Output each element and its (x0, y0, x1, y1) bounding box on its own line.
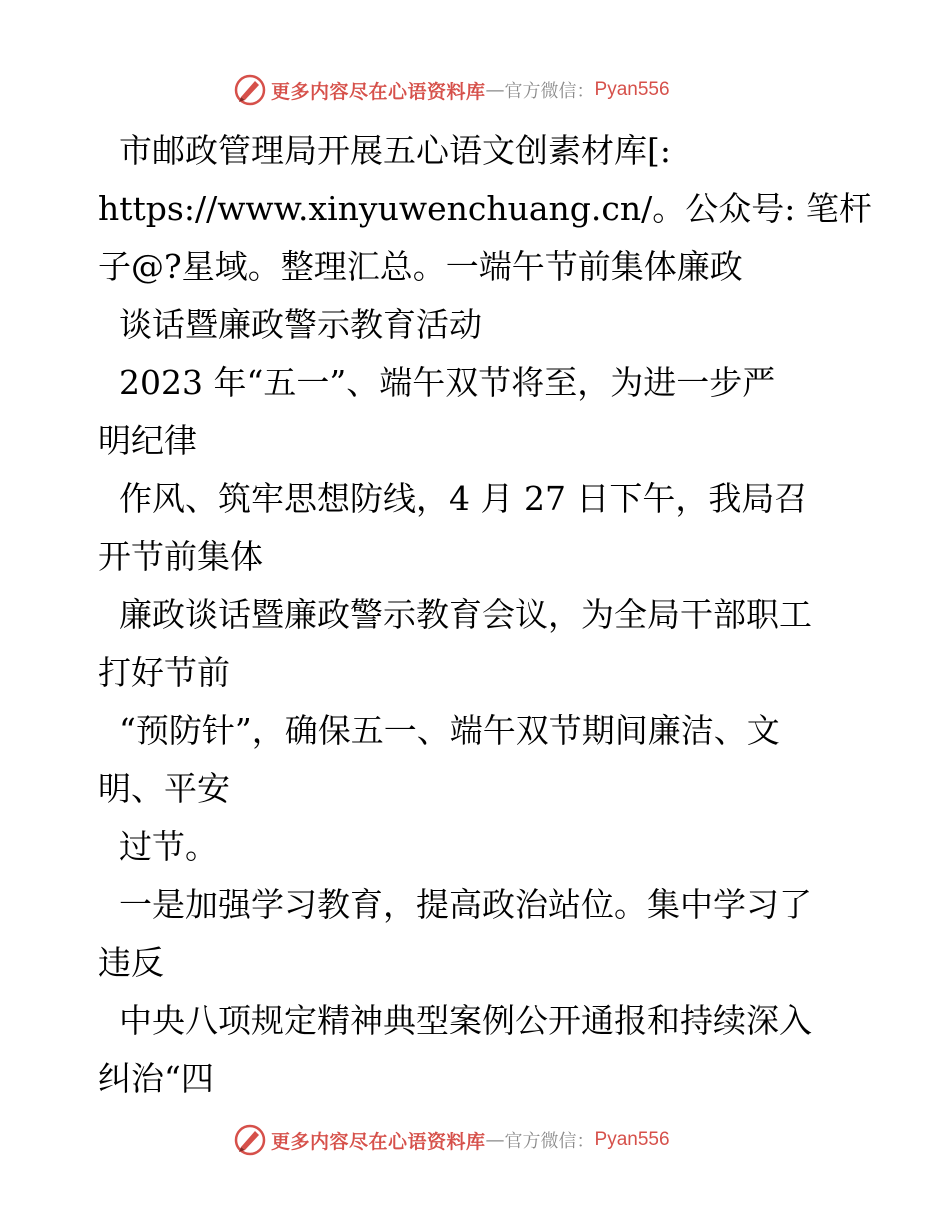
pen-nib-logo-icon (233, 73, 267, 107)
body-line: 明、平安 (98, 769, 230, 808)
body-line: 过节。 (98, 827, 218, 866)
body-line: 谈话暨廉政警示教育活动 (98, 305, 482, 344)
body-line: 开节前集体 (98, 537, 263, 576)
pen-nib-logo-icon (233, 1123, 267, 1157)
banner-wechat-label: 官方微信： (504, 1131, 595, 1152)
body-line: 2023 年“五一”、端午双节将至，为进一步严 (98, 363, 776, 402)
document-body (98, 122, 872, 1108)
banner-dash: — (485, 79, 505, 101)
body-line: 违反 (98, 943, 164, 982)
body-line: 一是加强学习教育，提高政治站位。集中学习了 (98, 885, 812, 924)
body-line: 纠治“四 (98, 1059, 214, 1098)
banner-main-text: 更多内容尽在心语资料库 (271, 80, 486, 103)
body-line: 中央八项规定精神典型案例公开通报和持续深入 (98, 1001, 812, 1040)
body-line: 子@?星域。整理汇总。一端午节前集体廉政 (98, 247, 743, 286)
banner-wechat-id: Pyan556 (594, 1129, 670, 1150)
body-line: 明纪律 (98, 421, 197, 460)
header-banner (233, 72, 670, 108)
banner-dash: — (485, 1129, 505, 1151)
body-line: https://www.xinyuwenchuang.cn/。公众号: 笔杆 (98, 189, 872, 228)
footer-banner (233, 1122, 670, 1158)
body-line: 打好节前 (98, 653, 230, 692)
body-line: 市邮政管理局开展五心语文创素材库[: (98, 131, 671, 170)
banner-wechat-id: Pyan556 (594, 79, 670, 100)
body-line: 作风、筑牢思想防线，4 月 27 日下午，我局召 (98, 479, 808, 518)
body-line: “预防针”，确保五一、端午双节期间廉洁、文 (98, 711, 780, 750)
body-line: 廉政谈话暨廉政警示教育会议，为全局干部职工 (98, 595, 812, 634)
banner-wechat-label: 官方微信： (504, 81, 595, 102)
banner-main-text: 更多内容尽在心语资料库 (271, 1130, 486, 1153)
